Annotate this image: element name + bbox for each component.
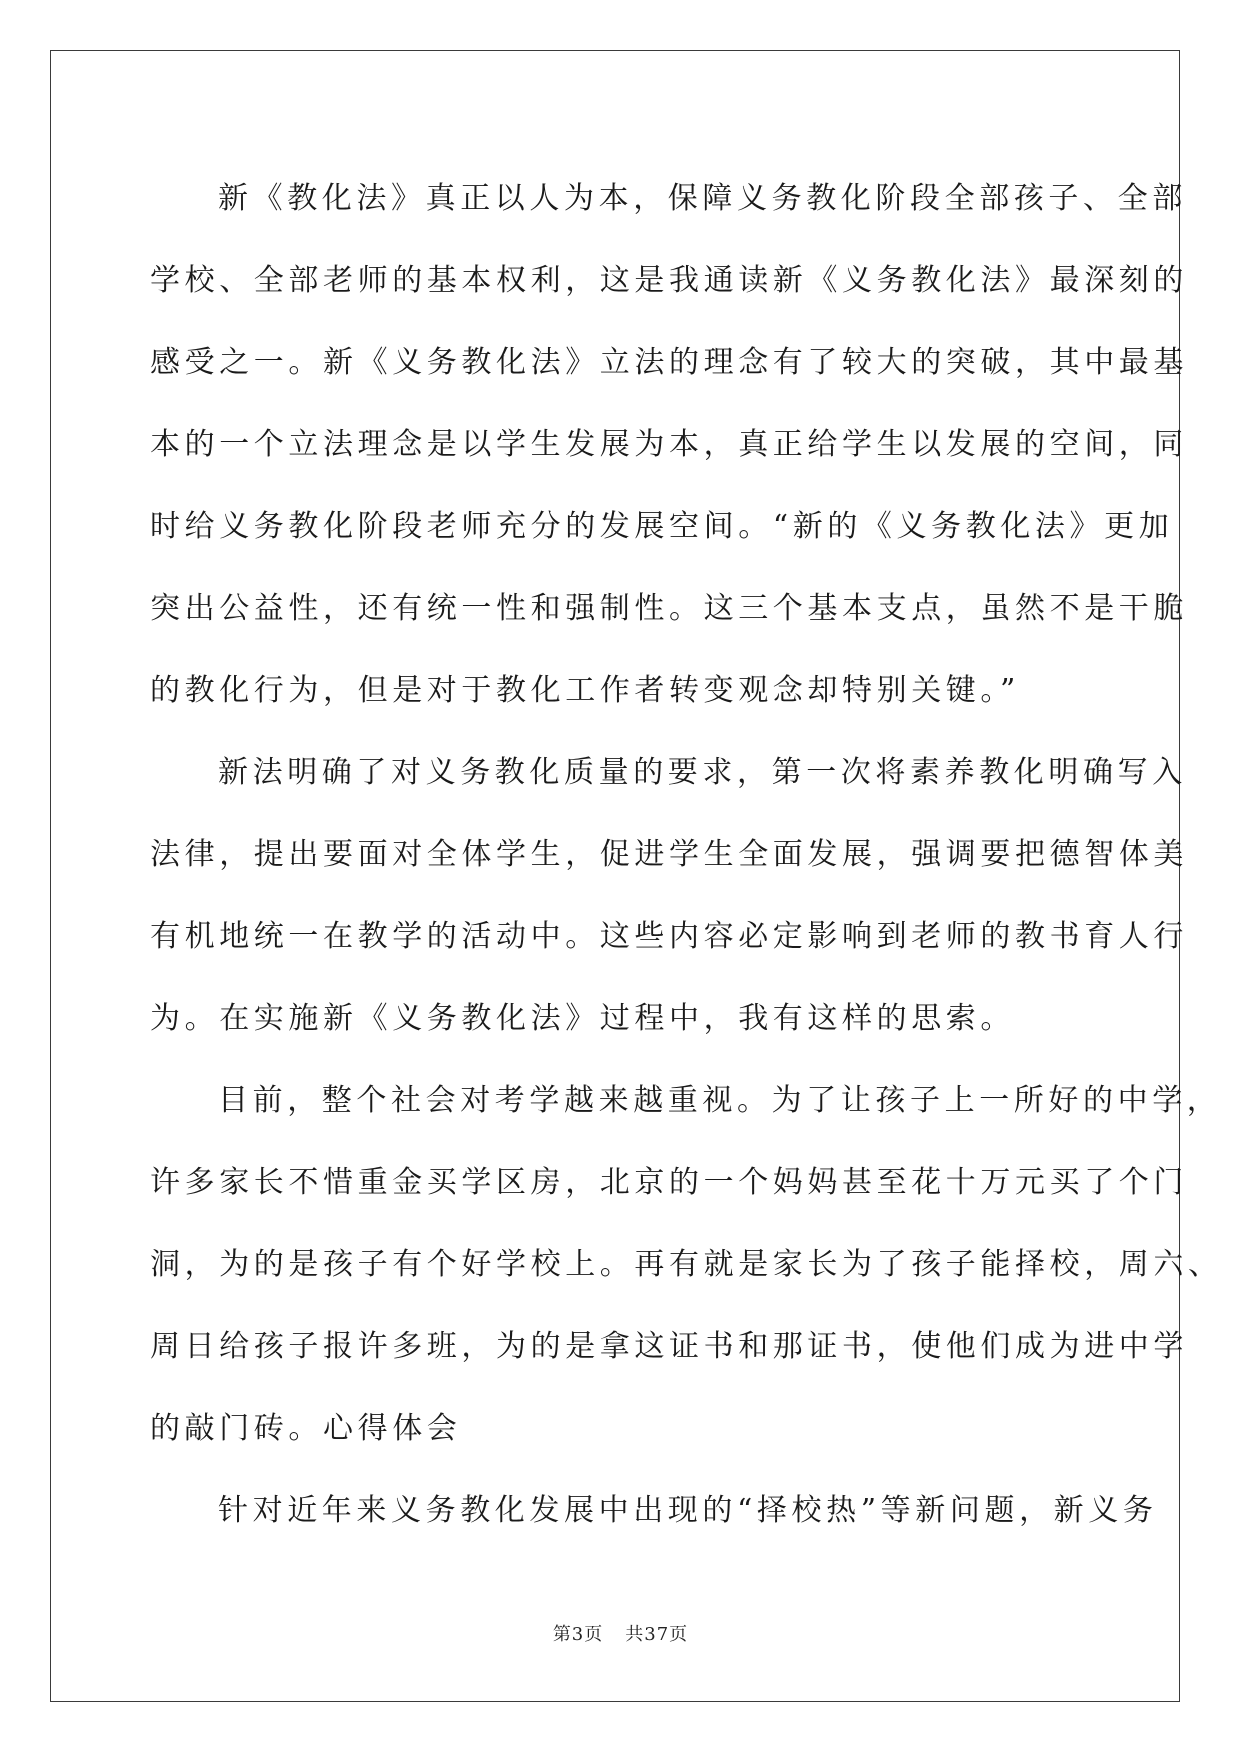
document-body bbox=[150, 158, 1223, 1552]
text-line: 的教化行为，但是对于教化工作者转变观念却特别关键。” bbox=[150, 673, 1020, 708]
paragraph-3 bbox=[150, 1060, 1223, 1470]
page-footer bbox=[0, 1620, 1241, 1646]
text-line: 为。在实施新《义务教化法》过程中，我有这样的思索。 bbox=[150, 1001, 1015, 1036]
paragraph-4 bbox=[150, 1470, 1158, 1552]
text-line: 针对近年来义务教化发展中出现的“择校热”等新问题，新义务 bbox=[218, 1493, 1158, 1528]
text-line: 洞，为的是孩子有个好学校上。再有就是家长为了孩子能择校，周六、 bbox=[150, 1247, 1223, 1282]
text-line: 突出公益性，还有统一性和强制性。这三个基本支点，虽然不是干脆 bbox=[150, 591, 1188, 626]
text-line: 许多家长不惜重金买学区房，北京的一个妈妈甚至花十万元买了个门 bbox=[150, 1165, 1188, 1200]
text-line: 目前，整个社会对考学越来越重视。为了让孩子上一所好的中学， bbox=[218, 1083, 1222, 1118]
text-line: 的敲门砖。心得体会 bbox=[150, 1411, 462, 1446]
text-line: 有机地统一在教学的活动中。这些内容必定影响到老师的教书育人行 bbox=[150, 919, 1188, 954]
text-line: 新法明确了对义务教化质量的要求，第一次将素养教化明确写入 bbox=[218, 755, 1187, 790]
text-line: 新《教化法》真正以人为本，保障义务教化阶段全部孩子、全部 bbox=[218, 181, 1187, 216]
text-line: 学校、全部老师的基本权利，这是我通读新《义务教化法》最深刻的 bbox=[150, 263, 1188, 298]
text-line: 周日给孩子报许多班，为的是拿这证书和那证书，使他们成为进中学 bbox=[150, 1329, 1188, 1364]
paragraph-1 bbox=[150, 158, 1188, 732]
page-number: 第3页 bbox=[552, 1624, 604, 1645]
text-line: 法律，提出要面对全体学生，促进学生全面发展，强调要把德智体美 bbox=[150, 837, 1188, 872]
page-total: 共37页 bbox=[625, 1624, 689, 1645]
text-line: 时给义务教化阶段老师充分的发展空间。“新的《义务教化法》更加 bbox=[150, 509, 1174, 544]
paragraph-2 bbox=[150, 732, 1188, 1060]
text-line: 感受之一。新《义务教化法》立法的理念有了较大的突破，其中最基 bbox=[150, 345, 1188, 380]
text-line: 本的一个立法理念是以学生发展为本，真正给学生以发展的空间，同 bbox=[150, 427, 1188, 462]
